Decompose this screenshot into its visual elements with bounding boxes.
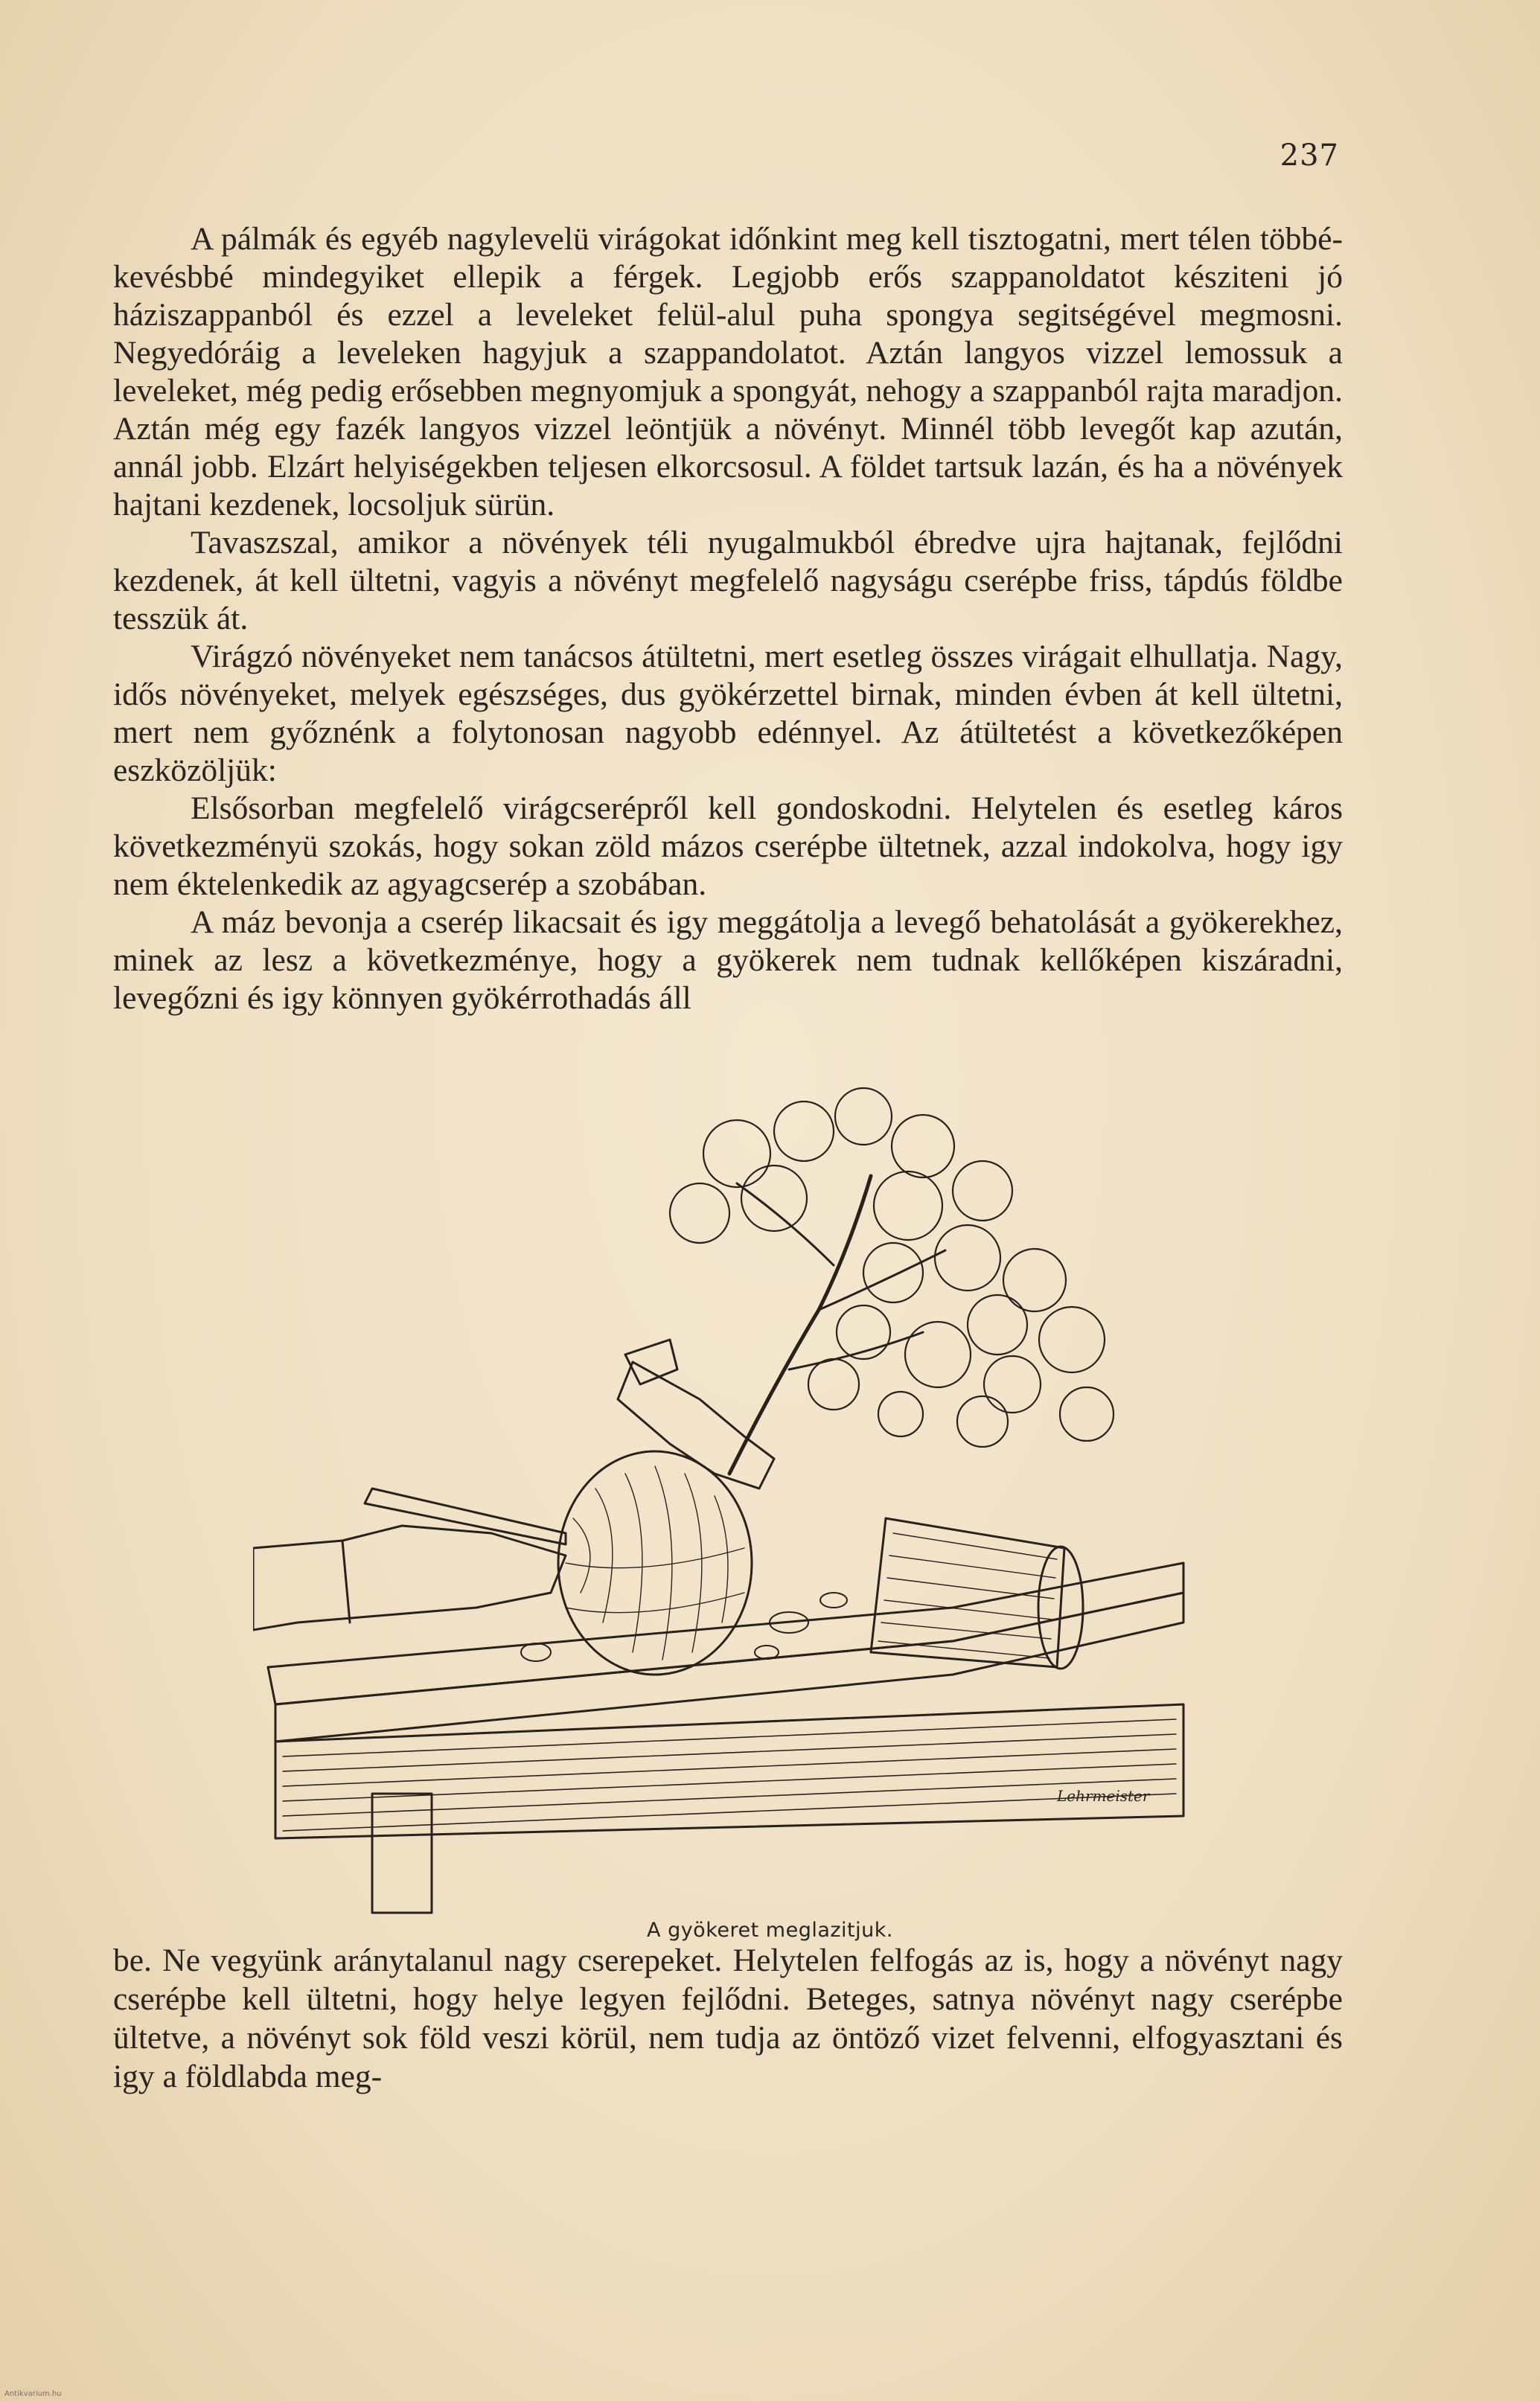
body-text-bottom: [113, 1941, 1343, 2096]
paragraph: Tavaszszal, amikor a növények téli nyugalmukból ébredve ujra hajtanak, fejlődni kezdenek, át kell ültetni, vagyis a növényt megfelelő nagyságu cserépbe friss, tápdús földbe tesszük át.: [113, 525, 1343, 636]
soil-crumbs: [521, 1593, 847, 1661]
page-number: 237: [1279, 138, 1339, 173]
paragraph: Elsősorban megfelelő virágcserépről kell gondoskodni. Helytelen és esetleg káros következményü szokás, hogy sokan zöld mázos cserépbe ültetnek, azzal indokolva, hogy igy nem éktelenkedik az agyagcserép a szobában.: [113, 790, 1343, 902]
engraver-signature: Lehrmeister: [1057, 1787, 1150, 1805]
figure-caption: A gyökeret meglazitjuk.: [647, 1919, 893, 1942]
knife: [365, 1489, 566, 1544]
root-ball: [558, 1451, 752, 1675]
paragraph: A máz bevonja a cserép likacsait és igy meggátolja a levegő behatolását a gyökerekhez, minek az lesz a következménye, hogy a gyökerek nem tudnak kellőképen kiszáradni, levegőzni és igy könnyen gyökérrothadás áll: [113, 904, 1343, 1016]
geranium-leaves: [670, 1088, 1114, 1447]
hand-left: [253, 1489, 566, 1630]
body-text-top: [113, 220, 1343, 1017]
repotting-illustration: [253, 1087, 1206, 1920]
watermark: Antikvarium.hu: [4, 2390, 62, 2398]
table-top: [268, 1563, 1183, 1704]
hand-top: [618, 1340, 774, 1489]
paragraph: Virágzó növényeket nem tanácsos átültetni, mert esetleg összes virágait elhullatja. Nagy, idős növényeket, melyek egészséges, dus gyökérzettel birnak, minden évben át kell ültetni, mert nem győznénk a folytonosan nagyobb edénnyel. Az átültetést a következőképen eszközöljük:: [113, 639, 1343, 788]
paragraph: be. Ne vegyünk aránytalanul nagy cserepeket. Helytelen felfogás az is, hogy a növényt nagy cserépbe kell ültetni, hogy helye legyen fejlődni. Beteges, satnya növényt nagy cserépbe ültetve, a növényt sok föld veszi körül, nem tudja az öntöző vizet felvenni, elfogyasztani és igy a földlabda meg-: [113, 1943, 1343, 2094]
paragraph: A pálmák és egyéb nagylevelü virágokat időnkint meg kell tisztogatni, mert télen többé-kevésbbé mindegyiket ellepik a férgek. Legjobb erős szappanoldatot késziteni jó háziszappanból és ezzel a leveleket felül-alul puha spongya segitségével megmosni. Negyedóráig a leveleken hagyjuk a szappandolatot. Aztán langyos vizzel lemossuk a leveleket, még pedig erősebben megnyomjuk a spongyát, nehogy a szappanból rajta maradjon. Aztán még egy fazék langyos vizzel leöntjük a növényt. Minnél több levegőt kap azután, annál jobb. Elzárt helyiségekben teljesen elkorcsosul. A földet tartsuk lazán, és ha a növények hajtani kezdenek, locsoljuk sürün.: [113, 221, 1343, 522]
engraving: [253, 1087, 1206, 1920]
